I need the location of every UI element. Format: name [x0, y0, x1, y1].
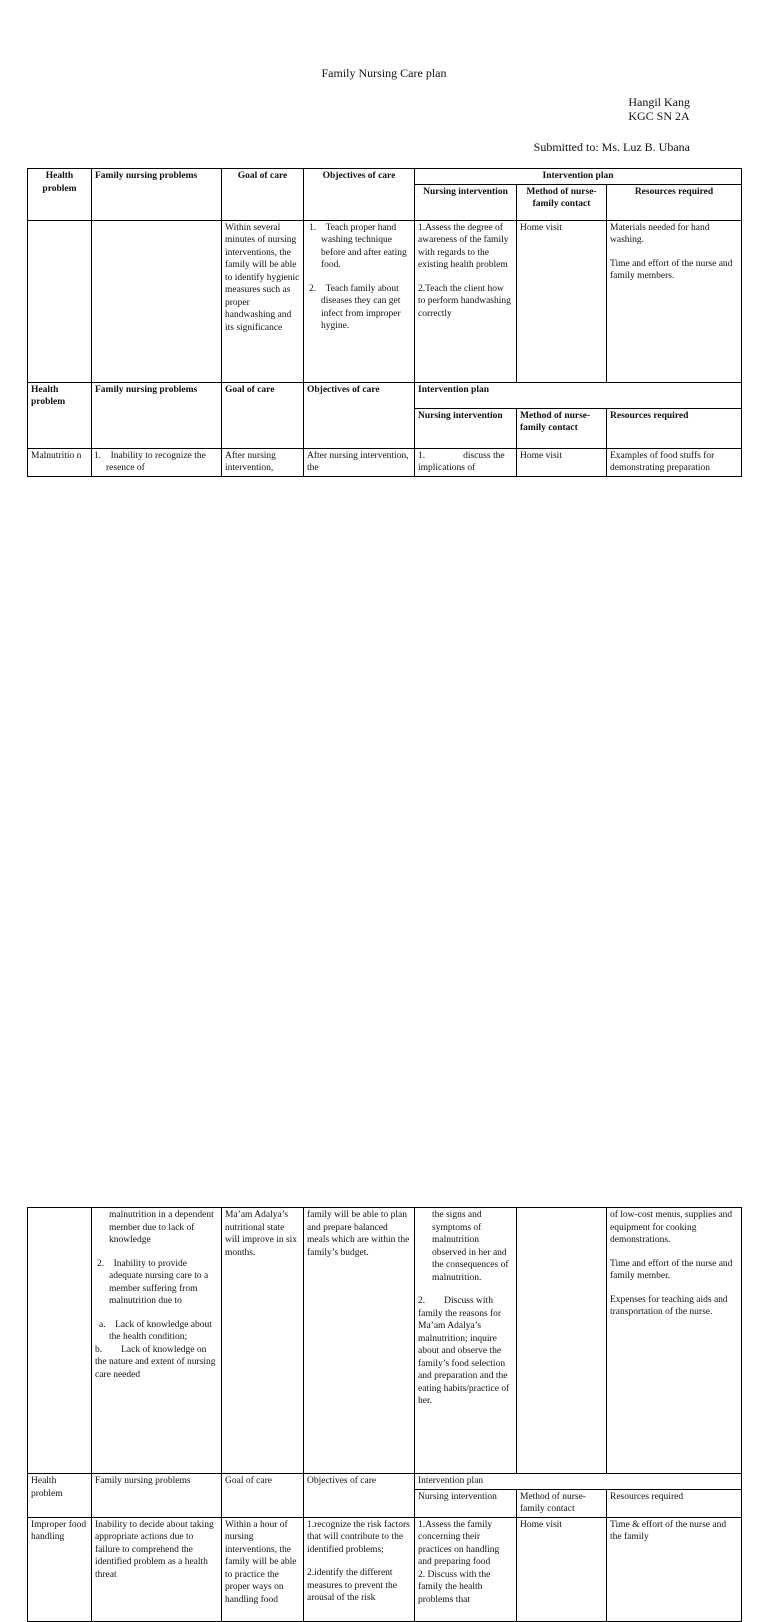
submitted-to: Submitted to: Ms. Luz B. Ubana: [533, 140, 690, 154]
cell-objectives: After nursing intervention, the: [304, 448, 415, 476]
cell-family-nursing-problems: 1. Inability to recognize the resence of: [92, 448, 222, 476]
header-intervention-plan: Intervention plan: [415, 1474, 742, 1490]
cell-health-problem: [28, 1208, 92, 1474]
header-health-problem: Health problem: [28, 169, 92, 221]
cell-method: Home visit: [517, 220, 607, 382]
cell-objectives: family will be able to plan and prepare balanced meals which are within the family’s budget.: [304, 1208, 415, 1474]
cell-family-nursing-problems: [92, 1208, 222, 1474]
header-family-nursing-problems: Family nursing problems: [92, 169, 222, 221]
cell-health-problem: Improper food handling: [28, 1517, 92, 1621]
care-plan-table-1: [27, 168, 742, 477]
cell-objectives: [304, 1517, 415, 1621]
cell-resources: Time & effort of the nurse and the family: [607, 1517, 742, 1621]
cell-goal: Within a hour of nursing interventions, the family will be able to practice the proper ways on handling food: [222, 1517, 304, 1621]
header-goal-of-care: Goal of care: [222, 382, 304, 448]
header-goal-of-care: Goal of care: [222, 169, 304, 221]
objective-item: 1. Teach proper hand washing technique before and after eating food.: [309, 222, 407, 270]
header-nursing-intervention: Nursing intervention: [415, 408, 517, 448]
page-gap: [0, 480, 768, 600]
resource-item: Materials needed for hand washing.: [610, 222, 710, 245]
cell-goal: Within several minutes of nursing interventions, the family will be able to identify hygienic measures such as proper handwashing and its significance: [222, 220, 304, 382]
header-objectives-of-care: Objectives of care: [304, 1474, 415, 1518]
header-method-of-contact: Method of nurse-family contact: [517, 1489, 607, 1517]
document-title: Family Nursing Care plan: [321, 66, 447, 80]
document-page-2: [0, 600, 768, 1605]
header-intervention-plan: Intervention plan: [415, 382, 742, 408]
problem-item: b. Lack of knowledge on the nature and extent of nursing care needed: [95, 1344, 216, 1380]
resource-item: Time and effort of the nurse and family member.: [610, 1258, 733, 1281]
cell-objectives: [304, 220, 415, 382]
header-objectives-of-care: Objectives of care: [304, 382, 415, 448]
cell-health-problem: Malnutritio n: [28, 448, 92, 476]
header-resources-required: Resources required: [607, 1489, 742, 1517]
document-page-1: [0, 0, 768, 480]
problem-item: 2. Inability to provide adequate nursing care to a member suffering from malnutrition due to: [97, 1258, 209, 1306]
cell-nursing-intervention: 1. discuss the implications of: [415, 448, 517, 476]
author-block: [628, 95, 690, 123]
cell-resources: [607, 220, 742, 382]
cell-method: Home visit: [517, 448, 607, 476]
cell-method: Home visit: [517, 1517, 607, 1621]
header-nursing-intervention: Nursing intervention: [415, 1489, 517, 1517]
care-plan-table-2: [27, 1207, 742, 1622]
cell-family-nursing-problems: Inability to decide about taking appropriate actions due to failure to comprehend the identified problem as a health threat: [92, 1517, 222, 1621]
resource-item: Time and effort of the nurse and family members.: [610, 258, 733, 281]
cell-resources: Examples of food stuffs for demonstrating preparation: [607, 448, 742, 476]
cell-nursing-intervention: [415, 220, 517, 382]
intervention-item: 1.Assess the family concerning their practices on handling and preparing food: [418, 1519, 500, 1567]
objective-item: 2. Teach family about diseases they can get infect from improper hygine.: [309, 283, 401, 331]
problem-item: a. Lack of knowledge about the health condition;: [99, 1319, 212, 1342]
cell-nursing-intervention: [415, 1208, 517, 1474]
header-method-of-contact: Method of nurse-family contact: [517, 408, 607, 448]
header-nursing-intervention: Nursing intervention: [415, 184, 517, 220]
header-objectives-of-care: Objectives of care: [304, 169, 415, 221]
resource-item: Expenses for teaching aids and transportation of the nurse.: [610, 1294, 728, 1317]
author-class: KGC SN 2A: [628, 109, 690, 123]
header-goal-of-care: Goal of care: [222, 1474, 304, 1518]
header-health-problem: Health problem: [28, 382, 92, 448]
cell-method: [517, 1208, 607, 1474]
cell-nursing-intervention: [415, 1517, 517, 1621]
header-family-nursing-problems: Family nursing problems: [92, 382, 222, 448]
intervention-item: 2.Teach the client how to perform handwashing correctly: [418, 283, 511, 319]
cell-health-problem: [28, 220, 92, 382]
header-resources-required: Resources required: [607, 408, 742, 448]
cell-family-nursing-problems: [92, 220, 222, 382]
intervention-item: 1.Assess the degree of awareness of the family with regards to the existing health problem: [418, 222, 509, 270]
cell-goal: Ma’am Adalya’s nutritional state will improve in six months.: [222, 1208, 304, 1474]
cell-goal: After nursing intervention,: [222, 448, 304, 476]
intervention-item: the signs and symptoms of malnutrition observed in her and the consequences of malnutrition.: [432, 1210, 509, 1283]
objective-item: 1.recognize the risk factors that will contribute to the identified problems;: [307, 1519, 410, 1555]
objective-item: 2.identify the different measures to prevent the arousal of the risk: [307, 1568, 397, 1603]
header-resources-required: Resources required: [607, 184, 742, 220]
resource-item: of low-cost menus, supplies and equipment for cooking demonstrations.: [610, 1210, 733, 1245]
header-intervention-plan: Intervention plan: [415, 169, 742, 185]
header-health-problem: Health problem: [28, 1474, 92, 1518]
intervention-item: 2. Discuss with the family the health problems that: [418, 1569, 491, 1605]
header-family-nursing-problems: Family nursing problems: [92, 1474, 222, 1518]
header-method-of-contact: Method of nurse-family contact: [517, 184, 607, 220]
problem-item: malnutrition in a dependent member due to lack of knowledge: [109, 1210, 214, 1245]
intervention-item: 2. Discuss with family the reasons for Ma’am Adalya’s malnutrition; inquire about and observe the family’s food selection and preparation and the eating habits/practice of her.: [418, 1296, 510, 1406]
cell-resources: [607, 1208, 742, 1474]
author-name: Hangil Kang: [628, 95, 690, 109]
